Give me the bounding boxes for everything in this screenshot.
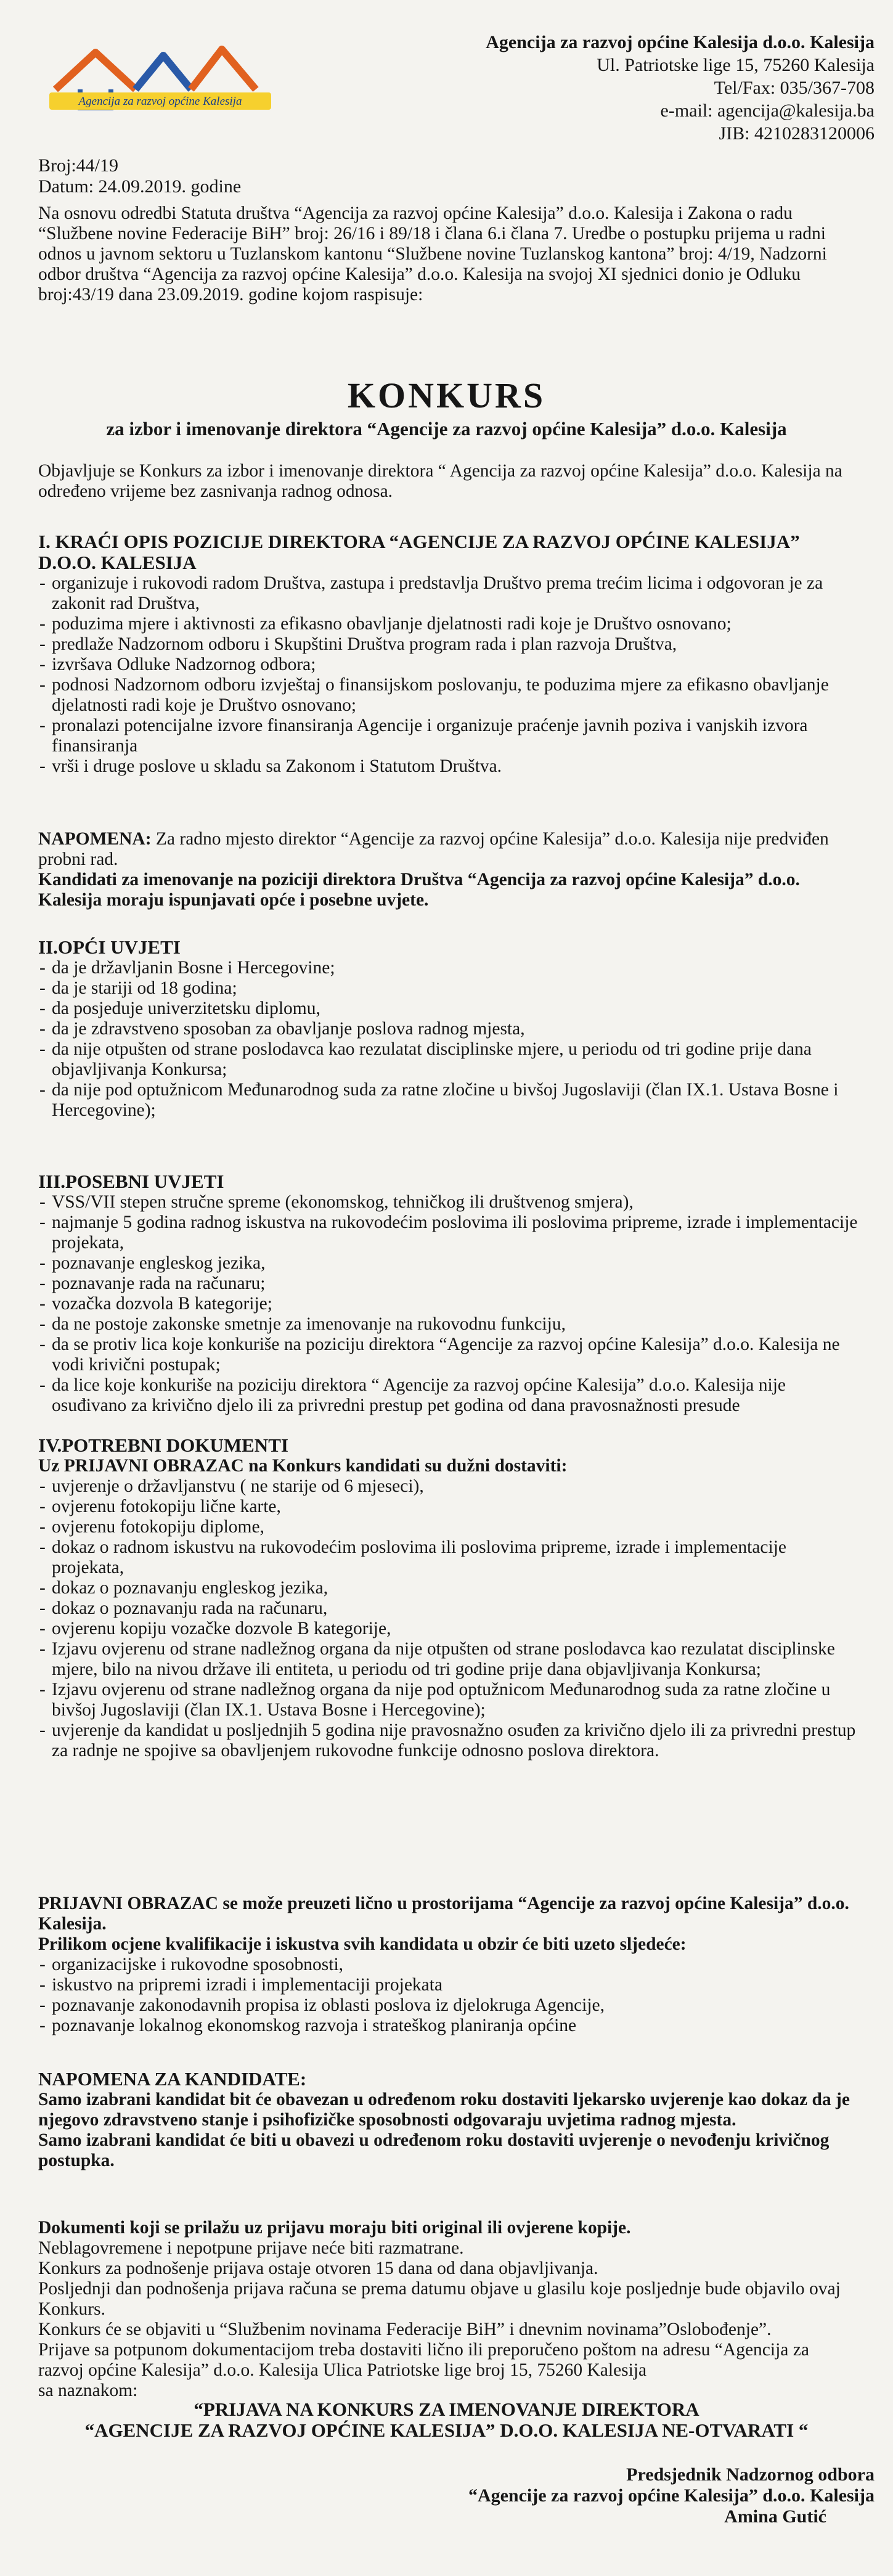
envelope-note-line: “PRIJAVA NA KONKURS ZA IMENOVANJE DIREKTORA [194, 2398, 699, 2420]
note-text: Za radno mjesto direktor “Agencije za razvoj općine Kalesija” d.o.o. Kalesija nije predviđen probni rad. [38, 829, 829, 869]
list-item: - iskustvo na pripremi izradi i implementaciji projekata [38, 1975, 858, 1995]
list-item: - organizacijske i rukovodne sposobnosti, [38, 1955, 858, 1975]
reference-number: Broj:44/19 [38, 155, 119, 176]
document-title: KONKURS [347, 375, 546, 415]
submission-text: Prijave sa potpunom dokumentacijom treba dostaviti lično ili preporučeno poštom na adresu “Agencija za razvoj općine Kalesija” d.o.o. Kalesija Ulica Patriotske lige broj 15, 75260 Kalesija [38, 2340, 809, 2380]
section-heading: NAPOMENA ZA KANDIDATE: [38, 2068, 307, 2090]
list-item: - dokaz o poznavanju rada na računaru, [38, 1598, 858, 1619]
list-item: - da je stariji od 18 godina; [38, 978, 858, 999]
section-heading: I. KRAĆI OPIS POZICIJE DIREKTORA “AGENCIJE ZA RAZVOJ OPĆINE KALESIJA” D.O.O. KALESIJA [38, 531, 800, 573]
envelope-note-line: “AGENCIJE ZA RAZVOJ OPĆINE KALESIJA” D.O.O. KALESIJA NE-OTVARATI “ [84, 2419, 809, 2441]
company-info [486, 31, 875, 145]
section-special-conditions [38, 1171, 858, 1416]
section-heading: III.POSEBNI UVJETI [38, 1171, 224, 1192]
list-item: - ovjerenu fotokopiju lične karte, [38, 1497, 858, 1517]
submission-text: Konkurs za podnošenje prijava ostaje otvoren 15 dana od dana objavljivanja. [38, 2259, 598, 2278]
list-item: - Izjavu ovjerenu od strane nadležnog organa da nije otpušten od strane poslodavca kao rezulatat disciplinske mjere, bilo na nivou države ili entiteta, u periodu od tri godine prije dana objavljivanja Konkursa; [38, 1639, 858, 1680]
list-item: - uvjerenje da kandidat u posljednjih 5 godina nije pravosnažno osuđen za krivično djelo ili za privredni prestup za radnje ne spojive sa obavljenjem rukovodne funkcije odnosno poslova direktora. [38, 1720, 858, 1761]
list-item: - da ne postoje zakonske smetnje za imenovanje na rukovodnu funkciju, [38, 1314, 858, 1335]
document-subtitle: za izbor i imenovanje direktora “Agencije za razvoj općine Kalesija” d.o.o. Kalesija [106, 418, 787, 440]
intro-text: Na osnovu odredbi Statuta društva “Agencija za razvoj općine Kalesija” d.o.o. Kalesija i Zakona o radu “Službene novine Federacije BiH” broj: 26/16 i 89/18 i člana 6.i člana 7. Uredbe o postupku prijema u radni odnos u javnom sektoru u Tuzlanskom kantonu “Službene novine Tuzlanskog kantona” broj: 4/19, Nadzorni odbor društva “Agencija za razvoj općine Kalesija” d.o.o. Kalesija na svojoj XI sjednici donio je Odluku broj:43/19 dana 23.09.2019. godine kojom raspisuje: [38, 203, 827, 305]
section-required-documents [38, 1435, 858, 1761]
list-item: - poduzima mjere i aktivnosti za efikasno obavljanje djelatnosti radi koje je Društvo osnovano; [38, 614, 858, 634]
company-address: Ul. Patriotske lige 15, 75260 Kalesija [597, 55, 875, 75]
criteria-list [38, 1955, 858, 2036]
signer-organization: “Agencije za razvoj općine Kalesija” d.o.o. Kalesija [468, 2485, 875, 2506]
form-label: PRIJAVNI OBRAZAC [38, 1894, 219, 1913]
submission-text: Posljednji dan podnošenja prijava računa se prema datumu objave u glasilu koje posljednje bude objavilo ovaj Konkurs. [38, 2279, 841, 2319]
note-label: NAPOMENA: [38, 829, 152, 849]
list-item: - poznavanje lokalnog ekonomskog razvoja i strateškog planiranja općine [38, 2016, 858, 2036]
company-phone: Tel/Fax: 035/367-708 [714, 78, 875, 98]
list-item: - da posjeduje univerzitetsku diplomu, [38, 999, 858, 1019]
company-email: e-mail: agencija@kalesija.ba [660, 100, 875, 121]
list-item: - izvršava Odluke Nadzornog odbora; [38, 655, 858, 675]
list-item: - da nije pod optužnicom Međunarodnog suda za ratne zločine u bivšoj Jugoslaviji (član IX.1. Ustava Bosne i Hercegovine); [38, 1080, 858, 1121]
list-item: - predlaže Nadzornom odboru i Skupštini Društva program rada i plan razvoja Društva, [38, 634, 858, 655]
submission-block [38, 2218, 858, 2401]
candidate-note-text: Samo izabrani kandidat će biti u obavezi u određenom roku dostaviti uvjerenje o nevođenju krivičnog postupka. [38, 2130, 830, 2170]
section-general-conditions [38, 937, 858, 1121]
list-item: - da je državljanin Bosne i Hercegovine; [38, 958, 858, 978]
list-item: - dokaz o radnom iskustvu na rukovodećim poslovima ili poslovima pripreme, izrade i implementacije projekata, [38, 1537, 858, 1578]
list-item: - poznavanje engleskog jezika, [38, 1253, 858, 1274]
logo-text: Agencija za razvoj općine Kalesija [78, 95, 242, 108]
form-paragraph [38, 1894, 858, 1934]
form-criteria-heading: Prilikom ocjene kvalifikacije i iskustva svih kandidata u obzir će biti uzeto sljedeće: [38, 1934, 687, 1954]
submission-bold-text: Dokumenti koji se prilažu uz prijavu moraju biti original ili ovjerene kopije. [38, 2218, 631, 2238]
lead-text: Objavljuje se Konkurs za izbor i imenovanje direktora “ Agencija za razvoj općine Kalesija” d.o.o. Kalesija na određeno vrijeme bez zasnivanja radnog odnosa. [38, 461, 842, 501]
reference-block [38, 155, 241, 197]
note-paragraph [38, 829, 858, 870]
signature-block [443, 2464, 875, 2527]
list-item: - VSS/VII stepen stručne spreme (ekonomskog, tehničkog ili društvenog smjera), [38, 1192, 858, 1212]
list-item: - poznavanje zakonodavnih propisa iz oblasti poslova iz djelokruga Agencije, [38, 1995, 858, 2016]
signer-role: Predsjednik Nadzornog odbora [626, 2464, 875, 2485]
list-item: - ovjerenu kopiju vozačke dozvole B kategorije, [38, 1619, 858, 1639]
list-item: - vozačka dozvola B kategorije; [38, 1294, 858, 1314]
lead-paragraph [38, 461, 858, 502]
list-item: - da je zdravstveno sposoban za obavljanje poslova radnog mjesta, [38, 1019, 858, 1039]
list-item: - uvjerenje o državljanstvu ( ne starije od 6 mjeseci), [38, 1476, 858, 1497]
reference-date: Datum: 24.09.2019. godine [38, 176, 242, 197]
note-bold-text: Kandidati za imenovanje na poziciji direktora Društva “Agencija za razvoj općine Kalesija” d.o.o. Kalesija moraju ispunjavati opće i posebne uvjete. [38, 870, 800, 910]
list-item: - Izjavu ovjerenu od strane nadležnog organa da nije pod optužnicom Međunarodnog suda za ratne zločine u bivšoj Jugoslaviji (član IX.1. Ustava Bosne i Hercegovine); [38, 1680, 858, 1720]
list-item: - da se protiv lica koje konkuriše na poziciju direktora “Agencije za razvoj općine Kalesija” d.o.o. Kalesija ne vodi krivični postupak; [38, 1335, 858, 1375]
note-block [38, 829, 858, 910]
submission-text: Konkurs će se objaviti u “Službenim novinama Federacije BiH” i dnevnim novinama”Oslobođenje”. [38, 2320, 772, 2339]
list-item: - pronalazi potencijalne izvore finansiranja Agencije i organizuje praćenje javnih poziva i vanjskih izvora finansiranja [38, 716, 858, 756]
submission-text: Neblagovremene i nepotpune prijave neće biti razmatrane. [38, 2238, 464, 2258]
list-item: - najmanje 5 godina radnog iskustva na rukovodećim poslovima ili poslovima pripreme, izrade i implementacije projekata, [38, 1212, 858, 1253]
section-heading: IV.POTREBNI DOKUMENTI [38, 1434, 288, 1456]
application-form-block [38, 1894, 858, 2036]
section-list [38, 1192, 858, 1416]
section-subheading: Uz PRIJAVNI OBRAZAC na Konkurs kandidati su dužni dostaviti: [38, 1456, 568, 1476]
list-item: - ovjerenu fotokopiju diplome, [38, 1517, 858, 1537]
form-text: se može preuzeti lično u prostorijama “Agencije za razvoj općine Kalesija” d.o.o. Kalesija. [38, 1894, 849, 1934]
submission-text: sa naznakom: [38, 2381, 138, 2400]
list-item: - da nije otpušten od strane poslodavca kao rezulatat disciplinske mjere, u periodu od tri godine prije dana objavljivanja Konkursa; [38, 1039, 858, 1080]
section-heading: II.OPĆI UVJETI [38, 936, 181, 958]
candidate-note-block [38, 2069, 858, 2171]
section-list [38, 1476, 858, 1761]
list-item: - podnosi Nadzornom odboru izvještaj o finansijskom poslovanju, te poduzima mjere za efikasno obavljanje djelatnosti radi koje je Društvo osnovano; [38, 675, 858, 716]
list-item: - vrši i druge poslove u skladu sa Zakonom i Statutom Društva. [38, 756, 858, 777]
signer-name: Amina Gutić [724, 2506, 826, 2527]
list-item: - organizuje i rukovodi radom Društva, zastupa i predstavlja Društvo prema trećim licima i odgovoran je za zakonit rad Društva, [38, 573, 858, 614]
arca-logo [43, 34, 283, 126]
candidate-note-text: Samo izabrani kandidat bit će obavezan u određenom roku dostaviti ljekarsko uvjerenje kao dokaz da je njegovo zdravstveno stanje i psihofizičke sposobnosti odgovaraju uvjetima radnog mjesta. [38, 2090, 850, 2130]
list-item: - poznavanje rada na računaru; [38, 1274, 858, 1294]
company-jib: JIB: 4210283120006 [719, 123, 875, 144]
section-list [38, 958, 858, 1121]
envelope-note [0, 2399, 893, 2441]
section-position-description [38, 531, 858, 777]
list-item: - da lice koje konkuriše na poziciju direktora “ Agencije za razvoj općine Kalesija” d.o.o. Kalesija nije osuđivano za krivično djelo ili za privredni prestup pet godina od dana pravosnažnosti presude [38, 1375, 858, 1416]
company-name: Agencija za razvoj općine Kalesija d.o.o. Kalesija [486, 32, 875, 52]
list-item: - dokaz o poznavanju engleskog jezika, [38, 1578, 858, 1598]
intro-paragraph [38, 203, 858, 305]
section-list [38, 573, 858, 777]
